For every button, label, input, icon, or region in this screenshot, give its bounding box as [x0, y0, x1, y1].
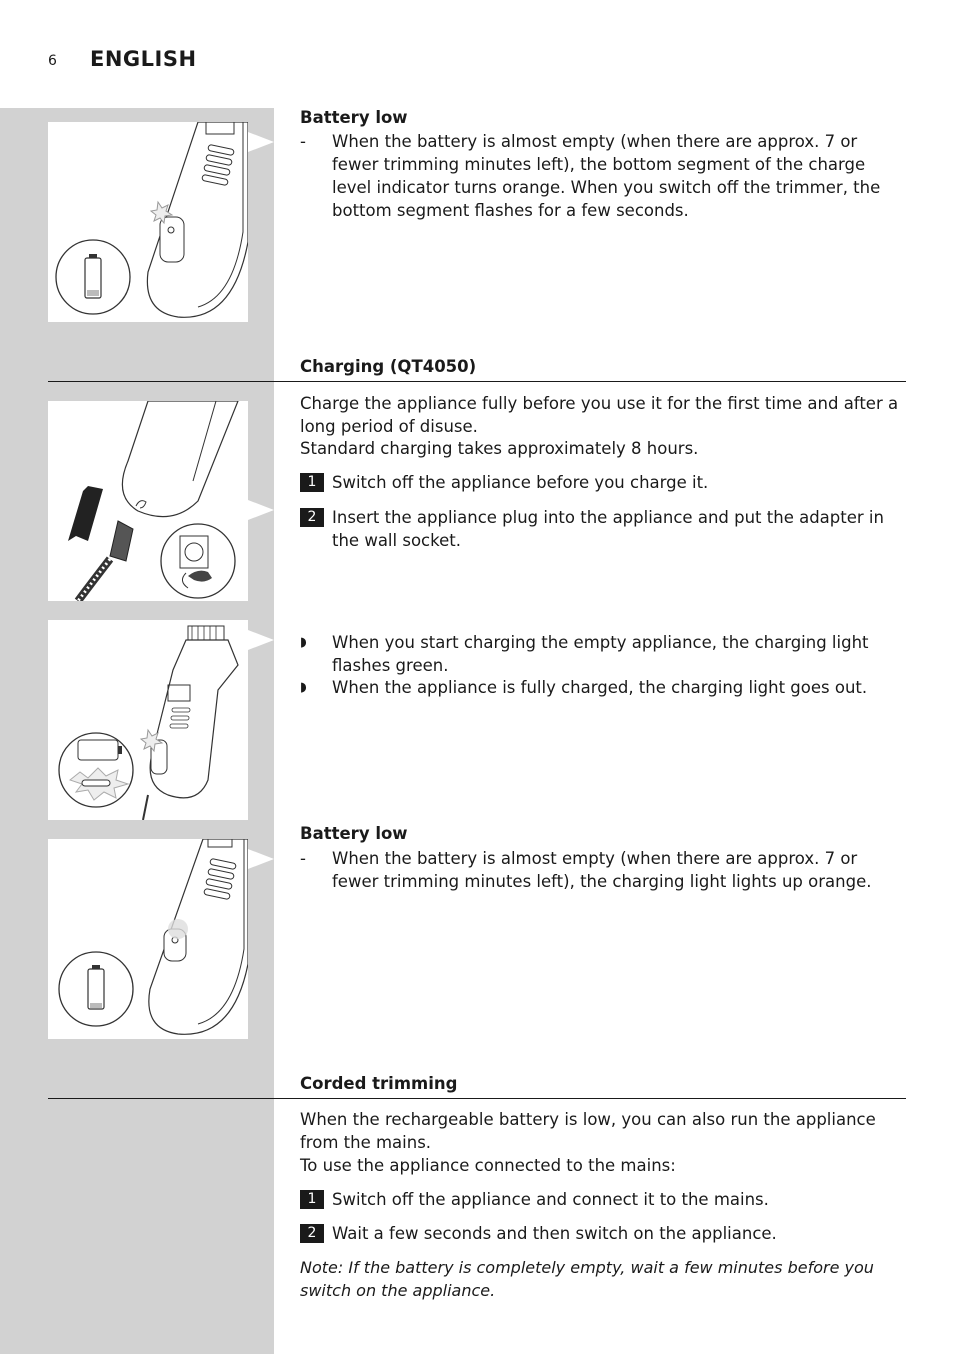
step-number: 1: [300, 1190, 324, 1209]
charging-intro: Charge the appliance fully before you use it for the first time and after a long period of disuse.: [300, 394, 899, 436]
step-item: [300, 1188, 906, 1211]
step-item: [300, 506, 906, 552]
bullet-marker: ◗: [300, 635, 307, 650]
section-title-charging: Charging (QT4050): [300, 357, 477, 376]
dash-marker: -: [300, 132, 306, 151]
figure-battery-low-light: [48, 839, 248, 1039]
corded-intro: When the rechargeable battery is low, you can also run the appliance from the mains.: [300, 1110, 876, 1152]
step-text: Switch off the appliance before you charge it.: [332, 473, 709, 492]
figure-insert-plug: [48, 401, 248, 601]
bullet-item: [300, 631, 906, 677]
page-number: 6: [48, 53, 57, 69]
step-text: Switch off the appliance and connect it to the mains.: [332, 1190, 769, 1209]
figure-pointer: [248, 132, 274, 152]
figure-charging-light: [48, 620, 248, 820]
figure-pointer: [248, 849, 274, 869]
bullet-text: When the appliance is fully charged, the charging light goes out.: [332, 678, 868, 697]
section-title-corded-trimming: Corded trimming: [300, 1074, 458, 1093]
section-title-battery-low: Battery low: [300, 108, 408, 127]
dash-item: [300, 130, 906, 222]
step-item: [300, 471, 906, 494]
figure-pointer: [248, 630, 274, 650]
bullet-item: [300, 676, 906, 699]
section-title-battery-low: Battery low: [300, 824, 408, 843]
dash-item-text: When the battery is almost empty (when there are approx. 7 or fewer trimming minutes left), the bottom segment of the charge level indicator turns orange. When you switch off the trimmer, the bottom segment flashes for a few seconds.: [332, 132, 881, 220]
step-number: 2: [300, 1224, 324, 1243]
step-item: [300, 1222, 906, 1245]
bullet-marker: ◗: [300, 680, 307, 695]
figure-trimmer-battery-low: [48, 122, 248, 322]
corded-instruction: To use the appliance connected to the mains:: [300, 1156, 676, 1175]
step-text: Wait a few seconds and then switch on the appliance.: [332, 1224, 777, 1243]
step-number: 2: [300, 508, 324, 527]
figure-pointer: [248, 500, 274, 520]
section-rule: [48, 381, 906, 382]
note-text: Note: If the battery is completely empty, wait a few minutes before you switch on the appliance.: [300, 1258, 874, 1300]
language-heading: ENGLISH: [90, 47, 197, 71]
bullet-text: When you start charging the empty appliance, the charging light flashes green.: [332, 633, 869, 675]
charging-duration: Standard charging takes approximately 8 hours.: [300, 439, 699, 458]
dash-item: [300, 847, 906, 893]
dash-marker: -: [300, 849, 306, 868]
step-text: Insert the appliance plug into the appliance and put the adapter in the wall socket.: [332, 508, 884, 550]
section-rule: [48, 1098, 906, 1099]
step-number: 1: [300, 473, 324, 492]
dash-item-text: When the battery is almost empty (when there are approx. 7 or fewer trimming minutes left), the charging light lights up orange.: [332, 849, 872, 891]
